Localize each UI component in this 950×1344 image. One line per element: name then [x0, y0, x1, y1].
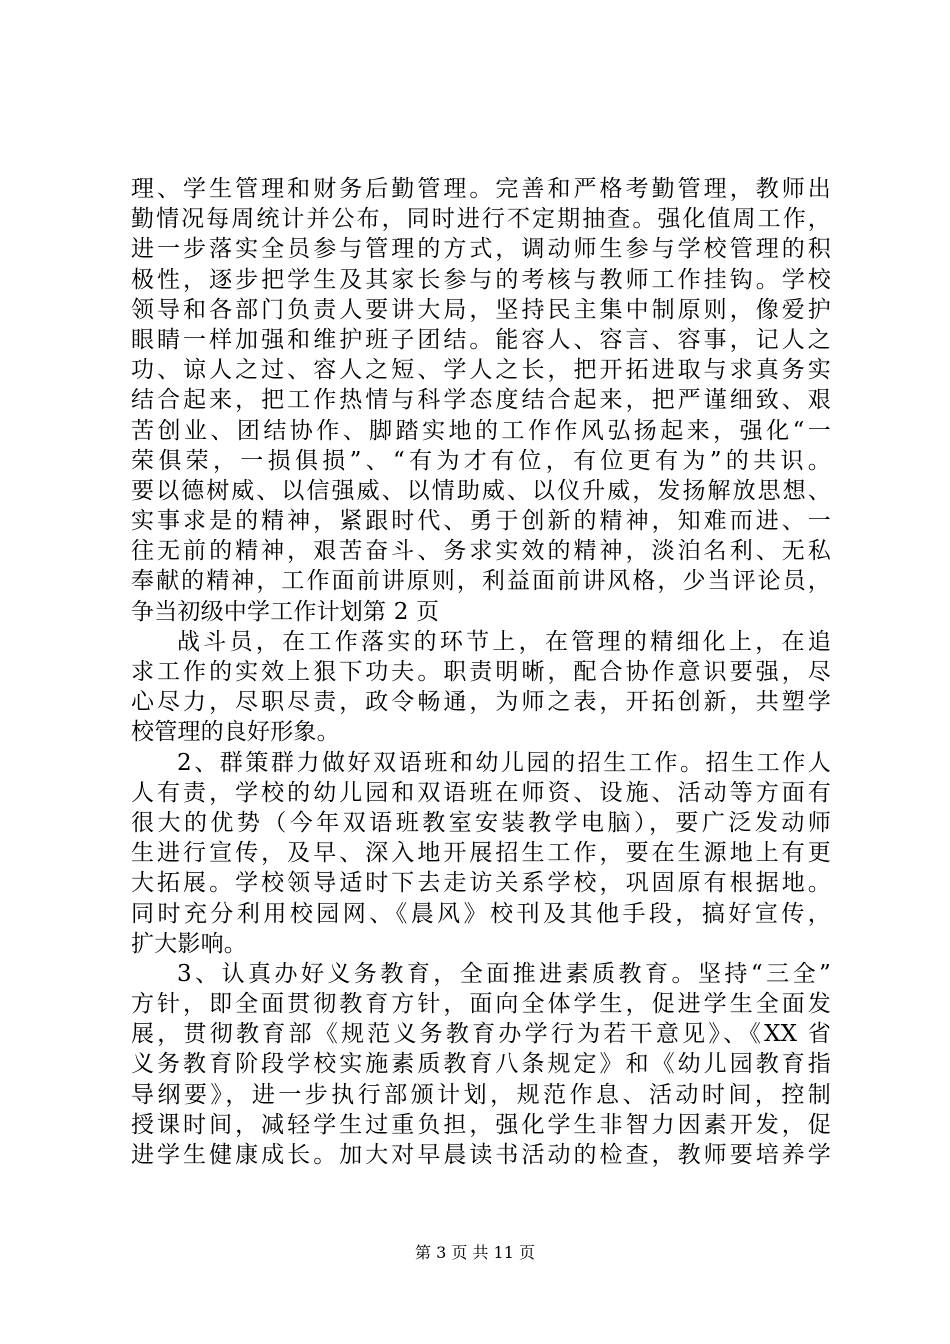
- text-line: 校管理的良好形象。: [131, 719, 340, 746]
- text-line: 很大的优势（今年双语班教室安装教学电脑），要广泛发动师: [131, 809, 831, 836]
- text-line: 生进行宣传，及早、深入地开展招生工作，要在生源地上有更: [131, 840, 831, 867]
- text-line: 领导和各部门负责人要讲大局，坚持民主集中制原则，像爱护: [131, 296, 831, 323]
- text-line: 结合起来，把工作热情与科学态度结合起来，把严谨细致、艰: [131, 387, 831, 414]
- text-line: 理、学生管理和财务后勤管理。完善和严格考勤管理，教师出: [131, 176, 831, 202]
- text-line: 授课时间，减轻学生过重负担，强化学生非智力因素开发，促: [131, 1111, 831, 1138]
- text-line: 争当初级中学工作计划第 2 页: [131, 598, 440, 625]
- text-line: 人有责，学校的幼儿园和双语班在师资、设施、活动等方面有: [131, 779, 831, 806]
- text-line: 进一步落实全员参与管理的方式，调动师生参与学校管理的积: [131, 236, 831, 263]
- text-line: 功、谅人之过、容人之短、学人之长，把开拓进取与求真务实: [131, 357, 831, 384]
- text-line: 同时充分利用校园网、《晨风》校刊及其他手段，搞好宣传，: [131, 900, 831, 927]
- text-line: 眼睛一样加强和维护班子团结。能容人、容言、容事，记人之: [131, 326, 831, 353]
- text-line: 义务教育阶段学校实施素质教育八条规定》和《幼儿园教育指: [131, 1051, 831, 1078]
- text-line: 实事求是的精神，紧跟时代、勇于创新的精神，知难而进、一: [131, 508, 831, 535]
- text-line: 扩大影响。: [131, 930, 247, 957]
- text-line: 要以德树威、以信强威、以情助威、以仪升威，发扬解放思想、: [131, 477, 831, 504]
- text-line: 大拓展。学校领导适时下去走访关系学校，巩固原有根据地。: [131, 870, 831, 897]
- text-line: 战斗员，在工作落实的环节上，在管理的精细化上，在追: [177, 628, 831, 655]
- text-line: 方针，即全面贯彻教育方针，面向全体学生，促进学生全面发: [131, 991, 831, 1018]
- text-line: 往无前的精神，艰苦奋斗、务求实效的精神，淡泊名利、无私: [131, 538, 831, 565]
- document-body: [131, 174, 831, 1170]
- text-line: 展，贯彻教育部《规范义务教育办学行为若干意见》、《XX 省: [131, 1021, 831, 1048]
- text-line: 2、群策群力做好双语班和幼儿园的招生工作。招生工作人: [177, 749, 831, 776]
- text-line: 奉献的精神，工作面前讲原则，利益面前讲风格，少当评论员，: [131, 568, 831, 595]
- text-line: 荣俱荣，一损俱损”、“有为才有位，有位更有为”的共识。: [131, 447, 831, 474]
- text-line: 3、认真办好义务教育，全面推进素质教育。坚持“三全”: [177, 960, 831, 987]
- text-line: 求工作的实效上狠下功夫。职责明晰，配合协作意识要强，尽: [131, 659, 831, 685]
- text-line: 导纲要》，进一步执行部颁计划，规范作息、活动时间，控制: [131, 1081, 831, 1108]
- text-line: 进学生健康成长。加大对早晨读书活动的检查，教师要培养学: [131, 1142, 831, 1168]
- text-line: 心尽力，尽职尽责，政令畅通，为师之表，开拓创新，共塑学: [131, 689, 831, 716]
- text-line: 苦创业、团结协作、脚踏实地的工作作风弘扬起来，强化“一: [131, 417, 831, 444]
- page-footer: 第 3 页 共 11 页: [415, 1243, 535, 1262]
- text-line: 极性，逐步把学生及其家长参与的考核与教师工作挂钩。学校: [131, 266, 831, 293]
- text-line: 勤情况每周统计并公布，同时进行不定期抽查。强化值周工作，: [131, 206, 831, 233]
